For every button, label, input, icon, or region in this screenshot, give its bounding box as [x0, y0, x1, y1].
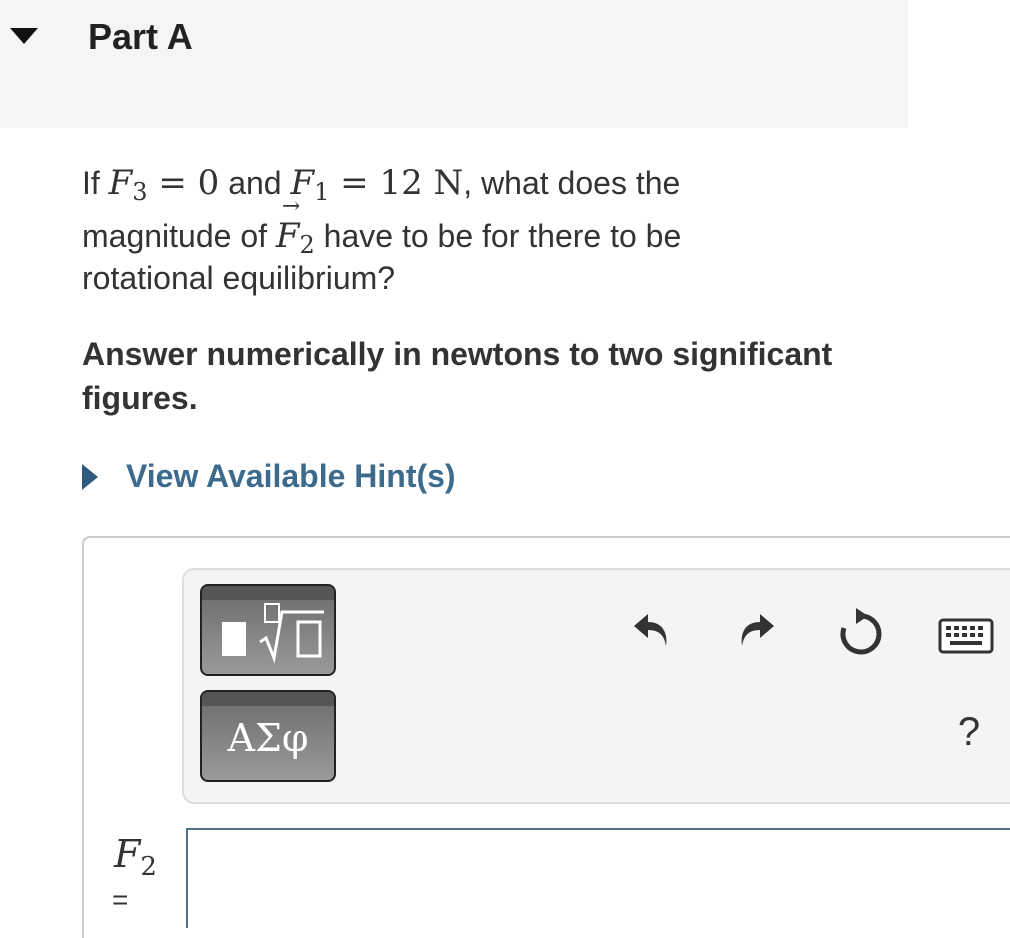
reset-button[interactable]	[830, 604, 890, 664]
reset-icon	[834, 608, 886, 660]
f3-symbol: $F_3 = 0$	[108, 163, 220, 206]
f1-symbol: $F_1 = 12$ N	[290, 163, 464, 206]
templates-button[interactable]	[200, 584, 336, 676]
help-button[interactable]: ?	[957, 710, 981, 754]
keyboard-button[interactable]	[936, 606, 996, 666]
undo-button[interactable]	[622, 600, 682, 660]
symbols-label: ΑΣφ	[227, 716, 309, 760]
redo-icon	[732, 606, 780, 654]
question-line-3: rotational equilibrium?	[82, 260, 396, 296]
part-title: Part A	[88, 16, 193, 57]
expand-caret-icon	[82, 464, 98, 490]
templates-icon	[200, 584, 336, 676]
answer-variable-label: $F_2$	[114, 832, 157, 882]
answer-input[interactable]	[186, 828, 1010, 928]
question-line-2: magnitude of → $F_2$ have to be for there to be	[82, 216, 681, 259]
view-hints-label: View Available Hint(s)	[126, 458, 456, 494]
f2-vector-symbol: → $F_2$	[276, 216, 315, 256]
symbols-button[interactable]	[200, 690, 336, 782]
undo-icon	[628, 606, 676, 654]
answer-instruction: Answer numerically in newtons to two significant figures.	[82, 336, 833, 416]
question-line-1: If $F_3 = 0$ and $F_1 = 12$ N, what does the	[82, 163, 681, 206]
part-header[interactable]	[0, 0, 908, 128]
view-hints-toggle[interactable]	[82, 458, 456, 495]
equals-sign: =	[112, 884, 129, 915]
keyboard-icon	[938, 618, 994, 654]
collapse-caret-icon[interactable]	[10, 28, 38, 44]
redo-button[interactable]	[726, 600, 786, 660]
